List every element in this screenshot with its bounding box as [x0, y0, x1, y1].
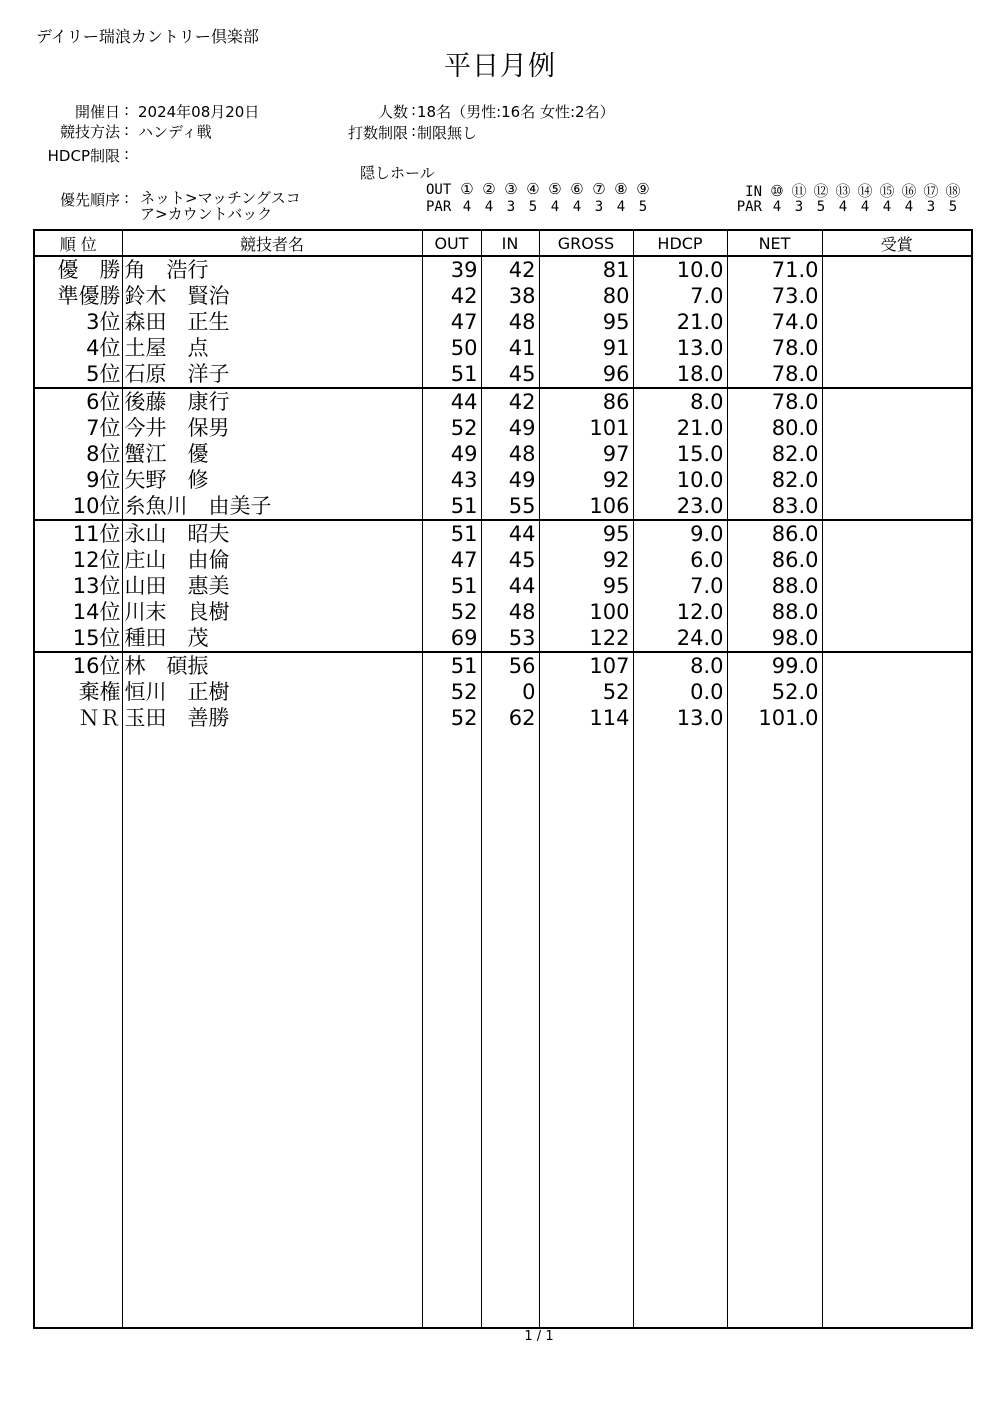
par-8: 4: [616, 199, 626, 215]
par-3: 3: [506, 199, 516, 215]
cell-award: [822, 520, 972, 547]
out-par-label: PAR: [426, 199, 452, 215]
hole-11: ⑪: [791, 182, 807, 200]
hole-18: ⑱: [945, 182, 961, 200]
cell-hdcp: 13.0: [633, 335, 727, 361]
table-row: [34, 493, 972, 520]
table-row: [34, 547, 972, 573]
cell-name: 後藤 康行: [122, 388, 422, 415]
cell-gross: 101: [539, 415, 633, 441]
stroke-limit-colon: :: [411, 122, 417, 140]
cell-out: 43: [422, 467, 481, 493]
par-16: 4: [904, 199, 914, 215]
cell-gross: 97: [539, 441, 633, 467]
cell-name: 矢野 修: [122, 467, 422, 493]
cell-hdcp: 7.0: [633, 283, 727, 309]
cell-name: 玉田 善勝: [122, 705, 422, 731]
par-10: 4: [772, 199, 782, 215]
hole-6: ⑥: [570, 180, 584, 198]
filler-cell: [422, 731, 481, 1328]
filler-cell: [34, 731, 122, 1328]
cell-award: [822, 599, 972, 625]
in-holes-row: [732, 180, 964, 201]
cell-in: 53: [481, 625, 539, 652]
cell-rank: 棄権: [34, 679, 122, 705]
header-out: OUT: [422, 230, 481, 256]
cell-out: 50: [422, 335, 481, 361]
header-gross: GROSS: [539, 230, 633, 256]
cell-rank: 16位: [34, 652, 122, 679]
stroke-limit-value: 制限無し: [417, 124, 478, 142]
priority-label: 優先順序: [59, 191, 120, 209]
par-13: 4: [838, 199, 848, 215]
cell-award: [822, 361, 972, 388]
par-7: 3: [594, 199, 604, 215]
cell-rank: 7位: [34, 415, 122, 441]
hole-2: ②: [482, 180, 496, 198]
cell-name: 山田 惠美: [122, 573, 422, 599]
cell-hdcp: 15.0: [633, 441, 727, 467]
hole-15: ⑮: [879, 182, 895, 200]
cell-hdcp: 8.0: [633, 388, 727, 415]
cell-rank: 15位: [34, 625, 122, 652]
cell-in: 45: [481, 547, 539, 573]
par-17: 3: [926, 199, 936, 215]
cell-gross: 91: [539, 335, 633, 361]
cell-award: [822, 625, 972, 652]
cell-net: 78.0: [727, 335, 822, 361]
cell-in: 42: [481, 256, 539, 283]
priority-colon: :: [124, 189, 130, 207]
cell-in: 48: [481, 441, 539, 467]
hdcp-limit-label: HDCP制限: [47, 147, 120, 165]
filler-cell: [539, 731, 633, 1328]
date-label: 開催日: [74, 103, 120, 121]
cell-out: 52: [422, 679, 481, 705]
table-row: [34, 335, 972, 361]
method-colon: :: [124, 121, 130, 139]
hole-10: ⑩: [770, 182, 784, 200]
par-12: 5: [816, 199, 826, 215]
date-colon: :: [124, 101, 130, 119]
hole-5: ⑤: [548, 180, 562, 198]
cell-net: 78.0: [727, 361, 822, 388]
cell-net: 82.0: [727, 467, 822, 493]
hole-13: ⑬: [835, 182, 851, 200]
cell-net: 78.0: [727, 388, 822, 415]
table-row: [34, 705, 972, 731]
cell-rank: 8位: [34, 441, 122, 467]
cell-out: 51: [422, 493, 481, 520]
page-title: 平日月例: [444, 51, 556, 82]
cell-award: [822, 335, 972, 361]
cell-hdcp: 13.0: [633, 705, 727, 731]
cell-net: 101.0: [727, 705, 822, 731]
cell-gross: 100: [539, 599, 633, 625]
cell-award: [822, 415, 972, 441]
table-filler-row: [34, 731, 972, 1328]
cell-name: 種田 茂: [122, 625, 422, 652]
cell-net: 99.0: [727, 652, 822, 679]
cell-hdcp: 18.0: [633, 361, 727, 388]
cell-name: 永山 昭夫: [122, 520, 422, 547]
cell-in: 49: [481, 467, 539, 493]
filler-cell: [822, 731, 972, 1328]
table-header-row: [34, 230, 972, 256]
hole-9: ⑨: [636, 180, 650, 198]
cell-gross: 95: [539, 520, 633, 547]
cell-name: 庄山 由倫: [122, 547, 422, 573]
hole-1: ①: [460, 180, 474, 198]
table-row: [34, 283, 972, 309]
cell-rank: 13位: [34, 573, 122, 599]
par-4: 5: [528, 199, 538, 215]
in-par-row: [732, 199, 964, 215]
cell-in: 56: [481, 652, 539, 679]
page-number: 1 / 1: [524, 1329, 554, 1344]
cell-in: 0: [481, 679, 539, 705]
table-row: [34, 573, 972, 599]
cell-name: 林 碩振: [122, 652, 422, 679]
cell-rank: 12位: [34, 547, 122, 573]
cell-out: 52: [422, 599, 481, 625]
cell-rank: 6位: [34, 388, 122, 415]
header-hdcp: HDCP: [633, 230, 727, 256]
cell-out: 49: [422, 441, 481, 467]
method-label: 競技方法: [59, 123, 120, 141]
cell-name: 今井 保男: [122, 415, 422, 441]
date-value: 2024年08月20日: [138, 103, 260, 121]
cell-hdcp: 9.0: [633, 520, 727, 547]
cell-award: [822, 652, 972, 679]
par-14: 4: [860, 199, 870, 215]
par-18: 5: [948, 199, 958, 215]
filler-cell: [122, 731, 422, 1328]
cell-net: 86.0: [727, 547, 822, 573]
cell-out: 52: [422, 415, 481, 441]
cell-name: 土屋 点: [122, 335, 422, 361]
filler-cell: [481, 731, 539, 1328]
cell-rank: ＮＲ: [34, 705, 122, 731]
out-par-row: [426, 199, 654, 215]
table-row: [34, 652, 972, 679]
players-label: 人数: [377, 103, 408, 121]
players-colon: :: [411, 101, 417, 119]
cell-rank: 9位: [34, 467, 122, 493]
cell-gross: 95: [539, 309, 633, 335]
cell-name: 石原 洋子: [122, 361, 422, 388]
hole-16: ⑯: [901, 182, 917, 200]
par-6: 4: [572, 199, 582, 215]
cell-in: 48: [481, 599, 539, 625]
cell-net: 73.0: [727, 283, 822, 309]
cell-hdcp: 23.0: [633, 493, 727, 520]
cell-award: [822, 467, 972, 493]
cell-out: 51: [422, 520, 481, 547]
cell-award: [822, 309, 972, 335]
cell-gross: 80: [539, 283, 633, 309]
cell-in: 55: [481, 493, 539, 520]
cell-award: [822, 547, 972, 573]
cell-net: 98.0: [727, 625, 822, 652]
hole-8: ⑧: [614, 180, 628, 198]
par-11: 3: [794, 199, 804, 215]
cell-award: [822, 283, 972, 309]
cell-name: 鈴木 賢治: [122, 283, 422, 309]
cell-net: 80.0: [727, 415, 822, 441]
cell-gross: 92: [539, 547, 633, 573]
cell-hdcp: 7.0: [633, 573, 727, 599]
hole-3: ③: [504, 180, 518, 198]
cell-rank: 準優勝: [34, 283, 122, 309]
cell-net: 74.0: [727, 309, 822, 335]
priority-value-line1: ネット>マッチングスコ: [140, 189, 301, 207]
cell-in: 45: [481, 361, 539, 388]
hole-7: ⑦: [592, 180, 606, 198]
header-in: IN: [481, 230, 539, 256]
table-row: [34, 361, 972, 388]
cell-hdcp: 8.0: [633, 652, 727, 679]
cell-in: 38: [481, 283, 539, 309]
cell-hdcp: 21.0: [633, 309, 727, 335]
table-row: [34, 625, 972, 652]
cell-gross: 107: [539, 652, 633, 679]
hole-14: ⑭: [857, 182, 873, 200]
table-body: [34, 256, 972, 1328]
club-name: デイリー瑞浪カントリー倶楽部: [36, 27, 259, 46]
cell-award: [822, 441, 972, 467]
table-row: [34, 599, 972, 625]
cell-gross: 96: [539, 361, 633, 388]
cell-gross: 122: [539, 625, 633, 652]
cell-in: 48: [481, 309, 539, 335]
cell-gross: 92: [539, 467, 633, 493]
cell-rank: 3位: [34, 309, 122, 335]
cell-out: 39: [422, 256, 481, 283]
par-9: 5: [638, 199, 648, 215]
cell-award: [822, 388, 972, 415]
header-net: NET: [727, 230, 822, 256]
hole-12: ⑫: [813, 182, 829, 200]
cell-out: 51: [422, 361, 481, 388]
cell-out: 44: [422, 388, 481, 415]
method-value: ハンディ戦: [138, 123, 212, 141]
cell-gross: 52: [539, 679, 633, 705]
cell-rank: 10位: [34, 493, 122, 520]
par-15: 4: [882, 199, 892, 215]
cell-hdcp: 10.0: [633, 467, 727, 493]
cell-award: [822, 679, 972, 705]
cell-award: [822, 256, 972, 283]
cell-out: 42: [422, 283, 481, 309]
cell-in: 44: [481, 573, 539, 599]
table-row: [34, 415, 972, 441]
table-row: [34, 441, 972, 467]
hole-4: ④: [526, 180, 540, 198]
cell-hdcp: 24.0: [633, 625, 727, 652]
priority-value-line2: ア>カウントバック: [140, 205, 273, 223]
cell-out: 47: [422, 309, 481, 335]
out-holes-row: [426, 180, 654, 198]
par-5: 4: [550, 199, 560, 215]
cell-award: [822, 493, 972, 520]
cell-in: 41: [481, 335, 539, 361]
cell-net: 86.0: [727, 520, 822, 547]
cell-rank: 14位: [34, 599, 122, 625]
filler-cell: [727, 731, 822, 1328]
hole-17: ⑰: [923, 182, 939, 200]
cell-name: 恒川 正樹: [122, 679, 422, 705]
cell-name: 川末 良樹: [122, 599, 422, 625]
table-row: [34, 679, 972, 705]
table-row: [34, 388, 972, 415]
cell-out: 51: [422, 652, 481, 679]
cell-net: 88.0: [727, 573, 822, 599]
table-row: [34, 520, 972, 547]
cell-gross: 81: [539, 256, 633, 283]
cell-in: 49: [481, 415, 539, 441]
cell-rank: 11位: [34, 520, 122, 547]
cell-name: 角 浩行: [122, 256, 422, 283]
header-award: 受賞: [822, 230, 972, 256]
hdcp-limit-colon: :: [124, 145, 130, 163]
cell-out: 51: [422, 573, 481, 599]
table-row: [34, 309, 972, 335]
cell-rank: 優 勝: [34, 256, 122, 283]
cell-name: 森田 正生: [122, 309, 422, 335]
cell-net: 71.0: [727, 256, 822, 283]
cell-hdcp: 0.0: [633, 679, 727, 705]
cell-rank: 4位: [34, 335, 122, 361]
cell-in: 42: [481, 388, 539, 415]
header-rank: 順 位: [34, 230, 122, 256]
cell-rank: 5位: [34, 361, 122, 388]
cell-name: 糸魚川 由美子: [122, 493, 422, 520]
table-row: [34, 467, 972, 493]
cell-gross: 86: [539, 388, 633, 415]
cell-award: [822, 573, 972, 599]
players-value: 18名（男性:16名 女性:2名）: [417, 103, 615, 121]
cell-gross: 95: [539, 573, 633, 599]
cell-hdcp: 21.0: [633, 415, 727, 441]
table-row: [34, 256, 972, 283]
cell-net: 82.0: [727, 441, 822, 467]
in-par-label: PAR: [736, 199, 762, 215]
out-label: OUT: [426, 182, 452, 198]
cell-hdcp: 6.0: [633, 547, 727, 573]
par-1: 4: [462, 199, 472, 215]
cell-gross: 106: [539, 493, 633, 520]
results-table: [33, 229, 973, 1329]
cell-net: 83.0: [727, 493, 822, 520]
filler-cell: [633, 731, 727, 1328]
header-name: 競技者名: [122, 230, 422, 256]
cell-hdcp: 12.0: [633, 599, 727, 625]
cell-net: 88.0: [727, 599, 822, 625]
cell-in: 44: [481, 520, 539, 547]
in-label: IN: [745, 184, 762, 200]
par-2: 4: [484, 199, 494, 215]
cell-out: 47: [422, 547, 481, 573]
cell-out: 69: [422, 625, 481, 652]
cell-net: 52.0: [727, 679, 822, 705]
stroke-limit-label: 打数制限: [347, 124, 408, 142]
cell-award: [822, 705, 972, 731]
cell-in: 62: [481, 705, 539, 731]
hidden-holes-label: 隠しホール: [360, 164, 435, 182]
cell-out: 52: [422, 705, 481, 731]
cell-name: 蟹江 優: [122, 441, 422, 467]
cell-gross: 114: [539, 705, 633, 731]
cell-hdcp: 10.0: [633, 256, 727, 283]
